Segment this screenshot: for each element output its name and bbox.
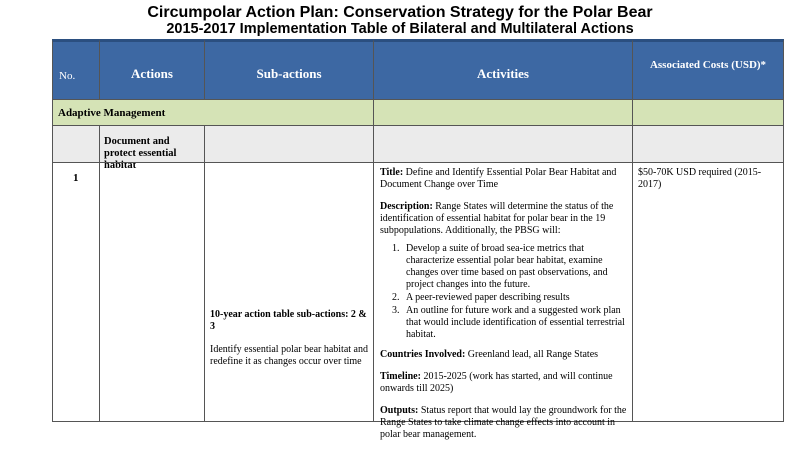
- header-sub-actions: Sub-actions: [204, 39, 374, 100]
- header-actions: Actions: [99, 39, 205, 100]
- section-row-activities-cell: [373, 99, 633, 126]
- section-row-costs-cell: [632, 99, 784, 126]
- section-row-adaptive-management: [52, 99, 374, 126]
- activity-description: Description: Range States will determine the status of the identification of essential habitat for polar bear in the 19 subpopulations. Additionally, the PBSG will:: [380, 201, 614, 236]
- header-activities: Activities: [373, 39, 633, 100]
- document-title: Circumpolar Action Plan: Conservation Strategy for the Polar Bear: [147, 4, 653, 21]
- activity-list: [380, 243, 630, 341]
- activity-outputs: Outputs: Status report that would lay the groundwork for the Range States to take climate change effects into account in polar bear management.: [380, 405, 627, 440]
- sub-action-text: Identify essential polar bear habitat and redefine it as changes occur over time: [210, 344, 368, 367]
- activity-timeline: Timeline: 2015-2025 (work has started, and will continue onwards till 2025): [380, 371, 613, 394]
- row-costs-cell: [632, 162, 784, 422]
- associated-cost: $50-70K USD required (2015-2017): [638, 167, 762, 190]
- row-number: 1: [73, 172, 79, 184]
- row-actions-cell: [99, 162, 205, 422]
- action-row-activities-cell: [373, 125, 633, 163]
- activity-list-item: 3. An outline for future work and a suggested work plan that would include identification of essential terrestrial habitat.: [402, 305, 630, 341]
- implementation-table: [52, 39, 784, 440]
- header-no: No.: [52, 39, 100, 100]
- action-row-no-cell: [52, 125, 100, 163]
- activity-list-item: 2. A peer-reviewed paper describing results: [402, 292, 630, 304]
- action-row-sub-actions-cell: [204, 125, 374, 163]
- activity-countries: Countries Involved: Greenland lead, all Range States: [380, 349, 599, 360]
- action-row-costs-cell: [632, 125, 784, 163]
- document-subtitle: 2015-2017 Implementation Table of Bilateral and Multilateral Actions: [166, 21, 634, 37]
- action-label: Document and protect essential habitat: [104, 136, 177, 171]
- row-number-cell: [52, 162, 100, 422]
- row-activities-cell: [373, 162, 633, 440]
- section-label: Adaptive Management: [58, 107, 166, 119]
- sub-action-title: 10-year action table sub-actions: 2 & 3: [210, 309, 367, 332]
- activity-list-item: 1. Develop a suite of broad sea-ice metrics that characterize essential polar bear habitat, examine changes over time based on past observations, and project changes into the future.: [402, 243, 630, 291]
- row-sub-actions-cell: [204, 162, 374, 422]
- activity-title: Title: Define and Identify Essential Polar Bear Habitat and Document Change over Time: [380, 167, 617, 190]
- action-row-label-cell: [99, 125, 205, 171]
- header-associated-costs: Associated Costs (USD)*: [632, 39, 784, 100]
